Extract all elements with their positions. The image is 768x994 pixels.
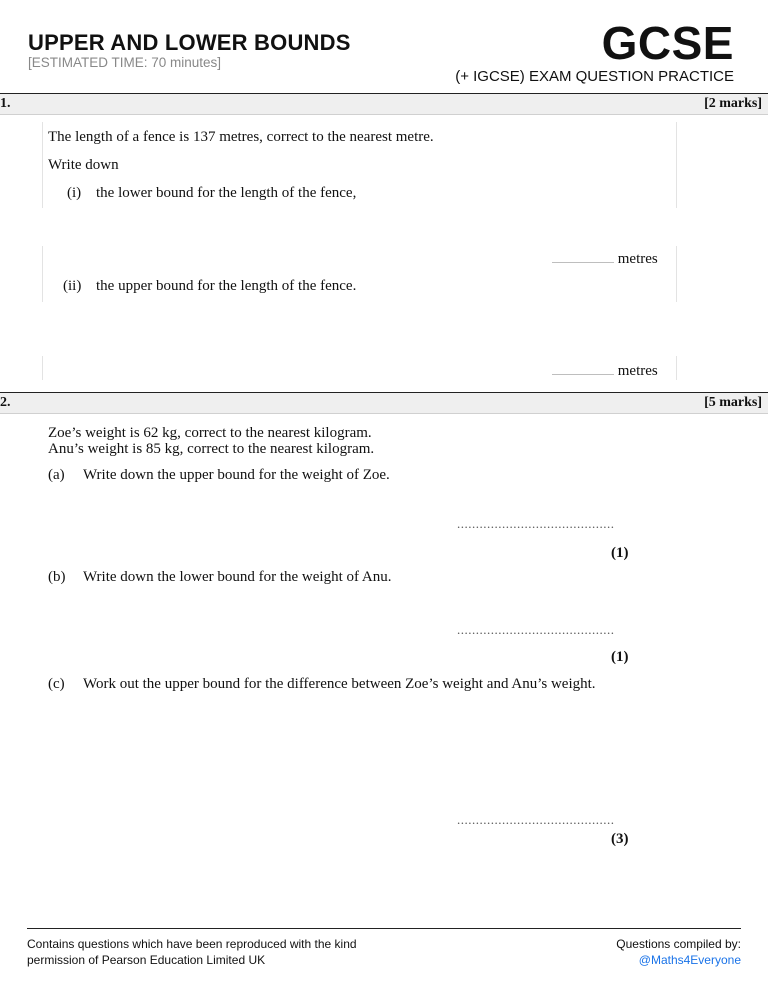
worksheet-title: UPPER AND LOWER BOUNDS bbox=[28, 30, 351, 55]
question-2-stem-line-1: Zoe’s weight is 62 kg, correct to the nearest kilogram. bbox=[48, 425, 372, 441]
answer-dots: ............................... bbox=[552, 368, 614, 377]
part-text: the upper bound for the length of the fence. bbox=[96, 278, 357, 294]
part-mark: (1) bbox=[611, 545, 629, 561]
part-label: (a) bbox=[48, 467, 65, 483]
footer-compiled-by bbox=[616, 936, 741, 968]
right-guide bbox=[676, 246, 677, 302]
question-1-instruction: Write down bbox=[48, 157, 119, 173]
question-2-marks: [5 marks] bbox=[704, 395, 762, 410]
answer-line[interactable] bbox=[552, 362, 658, 382]
footer-handle-link[interactable]: @Maths4Everyone bbox=[638, 953, 741, 967]
answer-dots: ............................... bbox=[552, 256, 614, 265]
answer-line[interactable] bbox=[552, 250, 658, 270]
answer-unit: metres bbox=[617, 363, 658, 379]
footer-divider bbox=[27, 928, 741, 929]
part-text: Write down the lower bound for the weight of Anu. bbox=[83, 569, 392, 585]
answer-dots[interactable]: .......................................... bbox=[457, 516, 615, 531]
question-1-marks: [2 marks] bbox=[704, 96, 762, 111]
part-text: the lower bound for the length of the fence, bbox=[96, 185, 357, 201]
question-2-header bbox=[0, 392, 768, 414]
question-2-stem-line-2: Anu’s weight is 85 kg, correct to the nearest kilogram. bbox=[48, 441, 375, 457]
part-label: (b) bbox=[48, 569, 66, 585]
question-1-header bbox=[0, 93, 768, 115]
question-2-number: 2. bbox=[0, 395, 11, 410]
part-label: (i) bbox=[67, 185, 82, 201]
answer-dots[interactable]: .......................................... bbox=[457, 812, 615, 827]
left-guide bbox=[42, 356, 43, 380]
answer-unit: metres bbox=[617, 251, 658, 267]
left-guide bbox=[42, 246, 43, 302]
question-1-stem: The length of a fence is 137 metres, correct to the nearest metre. bbox=[48, 129, 434, 145]
question-1-number: 1. bbox=[0, 96, 11, 111]
footer-compiled-label: Questions compiled by: bbox=[616, 937, 741, 951]
footer-credit-line-1: Contains questions which have been reproduced with the kind bbox=[27, 937, 357, 951]
right-guide bbox=[676, 356, 677, 380]
part-label: (ii) bbox=[63, 278, 82, 294]
estimated-time: [ESTIMATED TIME: 70 minutes] bbox=[28, 55, 222, 70]
practice-subtitle: (+ IGCSE) EXAM QUESTION PRACTICE bbox=[455, 68, 734, 85]
gcse-badge: GCSE bbox=[601, 17, 734, 69]
part-mark: (3) bbox=[611, 831, 629, 847]
part-mark: (1) bbox=[611, 649, 629, 665]
part-text: Work out the upper bound for the difference between Zoe’s weight and Anu’s weight. bbox=[83, 676, 596, 692]
part-text: Write down the upper bound for the weight of Zoe. bbox=[83, 467, 390, 483]
footer-credit-line-2: permission of Pearson Education Limited UK bbox=[27, 953, 266, 967]
answer-dots[interactable]: .......................................... bbox=[457, 622, 615, 637]
right-guide bbox=[676, 122, 677, 208]
left-guide bbox=[42, 122, 43, 208]
part-label: (c) bbox=[48, 676, 65, 692]
footer-credit bbox=[27, 936, 357, 968]
